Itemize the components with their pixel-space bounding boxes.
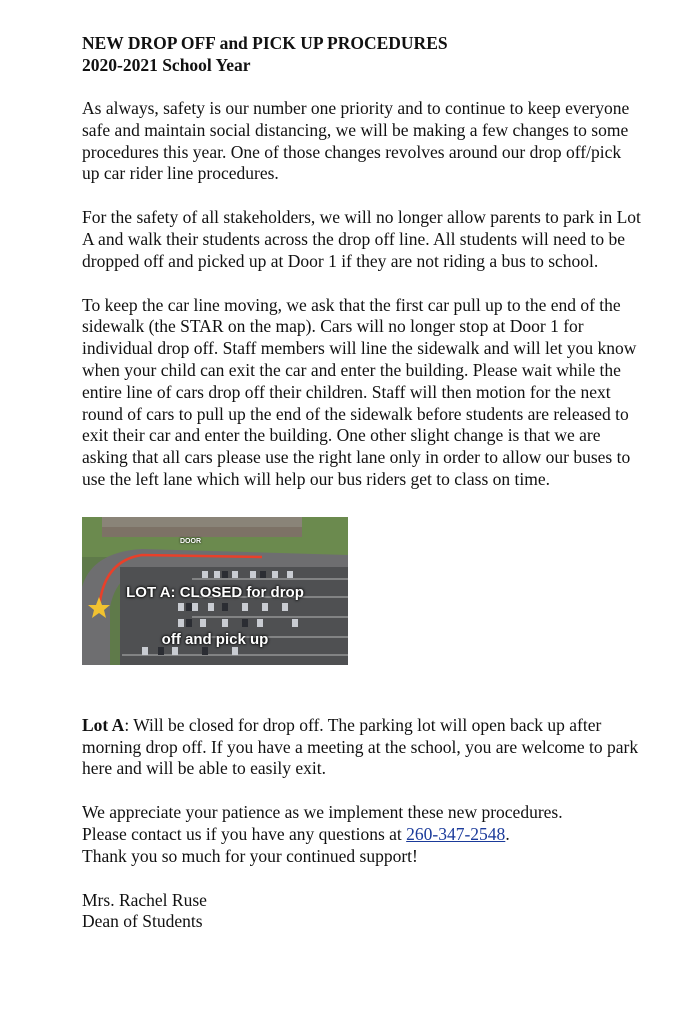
signature-role: Dean of Students <box>82 911 203 932</box>
title-line-1: NEW DROP OFF and PICK UP PROCEDURES <box>82 33 448 53</box>
parking-lot-map <box>82 517 348 665</box>
door-label: DOOR <box>180 537 201 545</box>
phone-link[interactable]: 260-347-2548 <box>406 823 506 844</box>
closing-line-1: We appreciate your patience as we implement these new procedures. <box>82 802 563 823</box>
closing-line-3: Thank you so much for your continued support! <box>82 845 418 866</box>
map-caption-line-1: LOT A: CLOSED for drop <box>126 583 304 601</box>
paragraph-safety: For the safety of all stakeholders, we will no longer allow parents to park in Lot A and walk their students across the drop off line. All students will need to be dropped off and picked up at Door 1 if they are not riding a bus to school. <box>82 207 641 271</box>
closing-line-2-suffix: . <box>505 823 510 844</box>
title-line-2: 2020-2021 School Year <box>82 55 251 75</box>
paragraph-closing <box>82 802 642 867</box>
closing-line-2-prefix: Please contact us if you have any questions at <box>82 823 407 844</box>
paragraph-car-line: To keep the car line moving, we ask that the first car pull up to the end of the sidewalk (the STAR on the map). Cars will no longer stop at Door 1 for individual drop off. Staff members will line the sidewalk and will let you know when your child can exit the car and enter the building. Please wait while the entire line of cars drop off their children. Staff will then motion for the next round of cars to pull up the end of the sidewalk before students are released to exit their car and enter the building. One other slight change is that we are asking that all cars please use the right lane only in order to allow our buses to use the left lane which will help our bus riders get to class on time. <box>82 294 637 489</box>
lot-a-label: Lot A <box>82 714 125 735</box>
map-caption-line-2: off and pick up <box>161 630 269 648</box>
signature-name: Mrs. Rachel Ruse <box>82 889 207 910</box>
document <box>82 32 642 933</box>
paragraph-lot-a <box>82 715 642 780</box>
paragraph-intro: As always, safety is our number one priority and to continue to keep everyone safe and maintain social distancing, we will be making a few changes to some procedures this year. One of those changes revolves around our drop off/pick up car rider line procedures. <box>82 98 630 184</box>
lot-a-text: : Will be closed for drop off. The parking lot will open back up after morning drop off. If you have a meeting at the school, you are welcome to park here and will be able to easily exit. <box>82 714 639 779</box>
